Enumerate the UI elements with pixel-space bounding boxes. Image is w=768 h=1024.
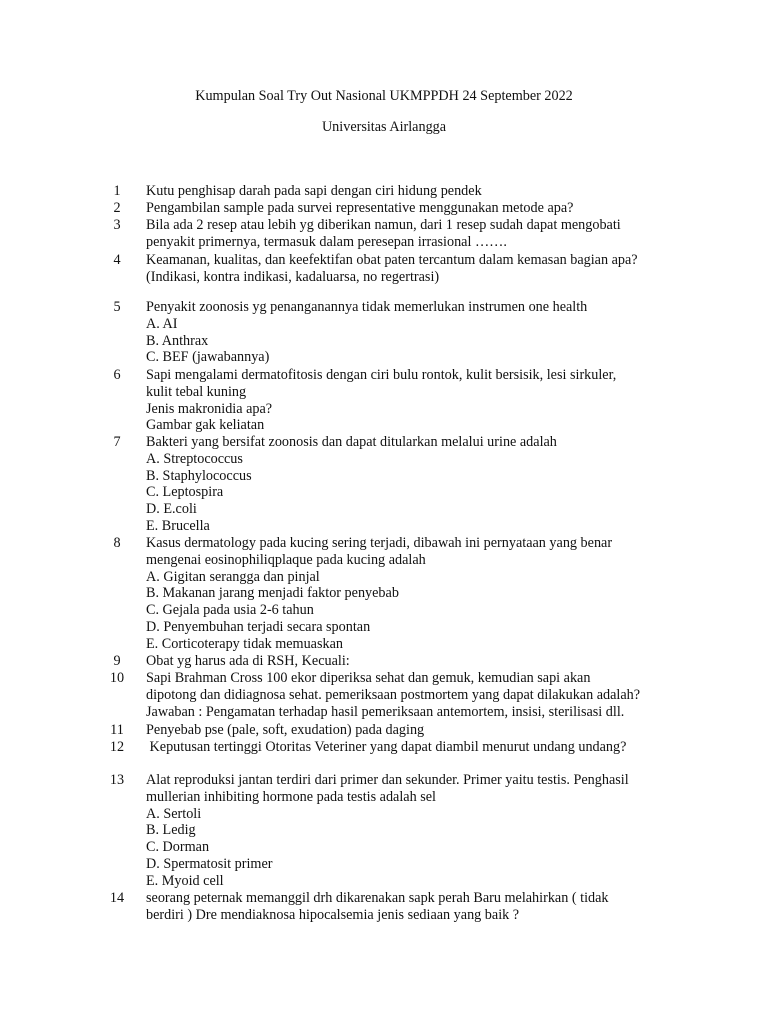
question-text xyxy=(146,890,706,924)
question-line: Keamanan, kualitas, dan keefektifan obat paten tercantum dalam kemasan bagian apa? xyxy=(146,252,638,268)
question-number: 4 xyxy=(113,252,121,268)
question-text xyxy=(146,299,706,366)
question-number: 5 xyxy=(113,299,121,315)
answer-option: B. Makanan jarang menjadi faktor penyebab xyxy=(146,585,399,602)
question-line: Kutu penghisap darah pada sapi dengan ciri hidung pendek xyxy=(146,183,482,199)
answer-option: B. Staphylococcus xyxy=(146,467,252,484)
question-line: (Indikasi, kontra indikasi, kadaluarsa, no regertrasi) xyxy=(146,268,440,285)
question-text xyxy=(146,434,706,535)
question-line: Pengambilan sample pada survei representative menggunakan metode apa? xyxy=(146,200,574,216)
question-line: mullerian inhibiting hormone pada testis adalah sel xyxy=(146,788,436,805)
answer-option: E. Brucella xyxy=(146,517,210,534)
question-line: seorang peternak memanggil drh dikarenakan sapk perah Baru melahirkan ( tidak xyxy=(146,890,609,906)
question-text xyxy=(146,367,706,434)
question-line: Alat reproduksi jantan terdiri dari primer dan sekunder. Primer yaitu testis. Penghasil xyxy=(146,772,629,788)
document-title: Kumpulan Soal Try Out Nasional UKMPPDH 24 September 2022 xyxy=(195,88,573,104)
answer-option: C. Dorman xyxy=(146,839,210,856)
question-number: 3 xyxy=(113,217,121,233)
question-text xyxy=(146,217,706,251)
document-subtitle: Universitas Airlangga xyxy=(321,119,447,135)
answer-option: C. Gejala pada usia 2-6 tahun xyxy=(146,602,314,619)
question-number: 12 xyxy=(109,739,125,755)
question-line: Penyebab pse (pale, soft, exudation) pada daging xyxy=(146,722,425,738)
question-line: dipotong dan didiagnosa sehat. pemeriksaan postmortem yang dapat dilakukan adalah? xyxy=(146,686,641,703)
question-line: Keputusan tertinggi Otoritas Veteriner yang dapat diambil menurut undang undang? xyxy=(146,739,627,755)
answer-option: A. Gigitan serangga dan pinjal xyxy=(146,568,320,585)
question-text xyxy=(146,739,706,756)
question-line: mengenai eosinophiliqplaque pada kucing adalah xyxy=(146,551,426,568)
question-number: 10 xyxy=(109,670,125,686)
question-line: Sapi Brahman Cross 100 ekor diperiksa sehat dan gemuk, kemudian sapi akan xyxy=(146,670,591,686)
answer-option: B. Ledig xyxy=(146,822,196,839)
answer-option: B. Anthrax xyxy=(146,332,209,349)
question-text xyxy=(146,252,706,286)
question-line: berdiri ) Dre mendiaknosa hipocalsemia jenis sediaan yang baik ? xyxy=(146,906,520,923)
question-text xyxy=(146,722,706,739)
question-line: Bila ada 2 resep atau lebih yg diberikan namun, dari 1 resep sudah dapat mengobati xyxy=(146,217,621,233)
question-text xyxy=(146,535,706,653)
answer-option: D. E.coli xyxy=(146,501,197,518)
answer-option: E. Myoid cell xyxy=(146,872,224,889)
question-number: 6 xyxy=(113,367,121,383)
question-text xyxy=(146,670,706,720)
answer-text: Jawaban : Pengamatan terhadap hasil pemeriksaan antemortem, insisi, sterilisasi dll. xyxy=(146,703,625,720)
question-line: Obat yg harus ada di RSH, Kecuali: xyxy=(146,653,350,669)
question-line: penyakit primernya, termasuk dalam peresepan irrasional ……. xyxy=(146,233,507,250)
answer-option: D. Spermatosit primer xyxy=(146,855,273,872)
question-text xyxy=(146,772,706,890)
answer-option: C. Leptospira xyxy=(146,484,224,501)
answer-option: A. AI xyxy=(146,315,178,332)
question-number: 13 xyxy=(109,772,125,788)
question-line: Jenis makronidia apa? xyxy=(146,400,273,417)
answer-option: D. Penyembuhan terjadi secara spontan xyxy=(146,618,371,635)
question-line: Sapi mengalami dermatofitosis dengan ciri bulu rontok, kulit bersisik, lesi sirkuler, xyxy=(146,367,617,383)
question-number: 14 xyxy=(109,890,125,906)
question-number: 2 xyxy=(113,200,121,216)
question-line: kulit tebal kuning xyxy=(146,383,247,400)
answer-option: A. Streptococcus xyxy=(146,450,243,467)
question-number: 8 xyxy=(113,535,121,551)
question-text xyxy=(146,183,706,200)
question-number: 9 xyxy=(113,653,121,669)
question-line: Kasus dermatology pada kucing sering terjadi, dibawah ini pernyataan yang benar xyxy=(146,535,613,551)
question-line: Gambar gak keliatan xyxy=(146,417,265,434)
answer-option: C. BEF (jawabannya) xyxy=(146,349,270,366)
question-line: Bakteri yang bersifat zoonosis dan dapat ditularkan melalui urine adalah xyxy=(146,434,557,450)
question-number: 7 xyxy=(113,434,121,450)
question-text xyxy=(146,200,706,217)
answer-option: A. Sertoli xyxy=(146,805,202,822)
answer-option: E. Corticoterapy tidak memuaskan xyxy=(146,635,343,652)
question-number: 1 xyxy=(113,183,121,199)
question-number: 11 xyxy=(110,722,124,738)
question-text xyxy=(146,653,706,670)
question-line: Penyakit zoonosis yg penanganannya tidak memerlukan instrumen one health xyxy=(146,299,588,315)
